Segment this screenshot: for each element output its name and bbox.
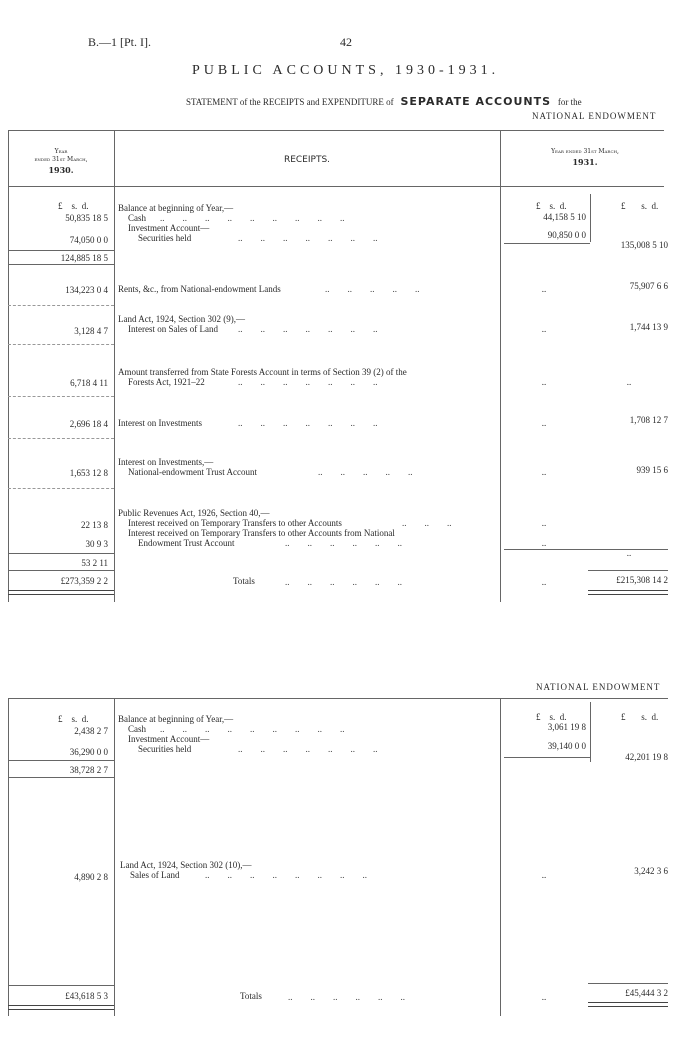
leader-dots: .. .. .. .. .. .. .. bbox=[238, 324, 378, 334]
totals1-1930: £273,359 2 2 bbox=[60, 576, 108, 586]
row-pra-sub2-1930: 30 9 3 bbox=[85, 539, 108, 549]
s2-securities-1930: 36,290 0 0 bbox=[69, 747, 108, 757]
s2-securities-1931: 39,140 0 0 bbox=[547, 741, 586, 751]
leader-dots: .. .. .. .. .. bbox=[325, 284, 420, 294]
header-left-line2: ended 31st March, bbox=[34, 156, 88, 163]
leader-dots: .. .. .. .. .. .. .. bbox=[238, 377, 378, 387]
row-investment-label: Investment Account— bbox=[128, 223, 210, 233]
row-int-trust-label-2: National-endowment Trust Account bbox=[128, 467, 257, 477]
row-forests-1930: 6,718 4 11 bbox=[70, 378, 108, 388]
totals1-double-rule-right bbox=[588, 590, 668, 595]
totals1-1931: £215,308 14 2 bbox=[616, 575, 668, 585]
s2-investment-label: Investment Account— bbox=[128, 734, 210, 744]
row-rents-1931: 75,907 6 6 bbox=[629, 281, 668, 291]
row-balance-label: Balance at beginning of Year,— bbox=[118, 203, 234, 213]
units-right: £ s. d. bbox=[621, 201, 659, 211]
totals2-mid: .. bbox=[541, 992, 547, 1002]
row-pra-1931: .. bbox=[626, 548, 632, 558]
totals2-1931: £45,444 3 2 bbox=[625, 988, 668, 998]
totals1-double-rule-left bbox=[8, 590, 114, 595]
s2-subtotal-rule-left-2 bbox=[8, 777, 114, 778]
s2-sales-1930: 4,890 2 8 bbox=[74, 872, 108, 882]
statement-bold: SEPARATE ACCOUNTS bbox=[400, 95, 552, 108]
s2-landact-label: Land Act, 1924, Section 302 (10),— bbox=[120, 860, 252, 870]
leader-dots: .. .. .. .. .. .. .. bbox=[238, 233, 378, 243]
row-pra-total-1930: 53 2 11 bbox=[81, 558, 108, 568]
s2-sales-mid: .. bbox=[541, 870, 547, 880]
table1-left-border bbox=[8, 130, 9, 602]
s2-sales-label: Sales of Land bbox=[130, 870, 180, 880]
s2-totals-rule-left-top bbox=[8, 985, 114, 986]
row-cash-label: Cash bbox=[128, 213, 146, 223]
row-pra-label: Public Revenues Act, 1926, Section 40,— bbox=[118, 508, 270, 518]
row-pra-sub1-1930: 22 13 8 bbox=[81, 520, 108, 530]
leader-dots: .. .. .. .. .. .. .. .. .. bbox=[160, 213, 345, 223]
row-int-trust-1930: 1,653 12 8 bbox=[69, 468, 108, 478]
row-interest-sales-mid: .. bbox=[541, 324, 547, 334]
table2-top-rule bbox=[8, 698, 668, 699]
totals2-label: Totals bbox=[240, 991, 262, 1001]
header-right-line1: Year ended 31st March, bbox=[551, 148, 619, 155]
row-int-inv-1930: 2,696 18 4 bbox=[69, 419, 108, 429]
row-separator bbox=[8, 344, 114, 345]
subtotal-rule-left bbox=[8, 250, 114, 251]
units-mid: £ s. d. bbox=[536, 201, 567, 211]
page-reference: B.—1 [Pt. I]. bbox=[88, 35, 151, 49]
row-forests-label-2: Forests Act, 1921–22 bbox=[128, 377, 205, 387]
row-pra-sub2-mid: .. bbox=[541, 538, 547, 548]
table2-col-divider-1 bbox=[114, 698, 115, 1016]
s2-subtotal-rule-left bbox=[8, 760, 114, 761]
units2-right: £ s. d. bbox=[621, 712, 659, 722]
header-left-line1: Year bbox=[54, 148, 68, 155]
totals1-mid: .. bbox=[541, 577, 547, 587]
row-forests-1931: .. bbox=[626, 377, 632, 387]
statement-line bbox=[186, 95, 582, 108]
table1-col-divider-1 bbox=[114, 130, 115, 602]
table2-left-border bbox=[8, 698, 9, 1016]
row-separator bbox=[8, 396, 114, 397]
page-title: PUBLIC ACCOUNTS, 1930-1931. bbox=[192, 63, 500, 78]
row-pra-sub1-label: Interest received on Temporary Transfers to other Accounts bbox=[128, 518, 342, 528]
row-securities-label: Securities held bbox=[138, 233, 192, 243]
leader-dots: .. .. .. .. .. bbox=[318, 467, 413, 477]
s2-cash-label: Cash bbox=[128, 724, 146, 734]
row-interest-sales-1931: 1,744 13 9 bbox=[629, 322, 668, 332]
section2-account-name: NATIONAL ENDOWMENT bbox=[536, 682, 661, 692]
subtotal-rule-left-2 bbox=[8, 264, 114, 265]
row-int-trust-label-1: Interest on Investments,— bbox=[118, 457, 214, 467]
row-cash-1931: 44,158 5 10 bbox=[543, 212, 586, 222]
header-receipts: RECEIPTS. bbox=[283, 155, 331, 165]
leader-dots: .. .. .. .. .. .. .. bbox=[238, 418, 378, 428]
statement-suffix: for the bbox=[557, 97, 582, 107]
s2-balance-label: Balance at beginning of Year,— bbox=[118, 714, 234, 724]
leader-dots: .. .. .. .. .. .. bbox=[285, 577, 402, 587]
totals1-label: Totals bbox=[233, 576, 255, 586]
units2-left: £ s. d. bbox=[58, 714, 89, 724]
row-pra-sub2-label-1: Interest received on Temporary Transfers to other Accounts from National bbox=[128, 528, 395, 538]
row-int-trust-mid: .. bbox=[541, 467, 547, 477]
pra-rule-left bbox=[8, 553, 114, 554]
row-balance-total-1931: 135,008 5 10 bbox=[620, 240, 668, 250]
s2-securities-label: Securities held bbox=[138, 744, 192, 754]
statement-prefix: STATEMENT of the RECEIPTS and EXPENDITURE of bbox=[186, 97, 394, 107]
row-separator bbox=[8, 488, 114, 489]
row-int-inv-label: Interest on Investments bbox=[118, 418, 202, 428]
row-forests-label-1: Amount transferred from State Forests Account in terms of Section 39 (2) of the bbox=[118, 367, 407, 377]
row-interest-sales-1930: 3,128 4 7 bbox=[74, 326, 108, 336]
table1-col-divider-2 bbox=[500, 130, 501, 602]
table1-top-rule bbox=[8, 130, 664, 131]
row-separator bbox=[8, 305, 114, 306]
page-number: 42 bbox=[340, 35, 352, 49]
s2-totals-rule-right-top bbox=[588, 983, 668, 984]
s2-cash-1930: 2,438 2 7 bbox=[74, 726, 108, 736]
leader-dots: .. .. .. .. .. .. bbox=[285, 538, 402, 548]
row-pra-sub2-label-2: Endowment Trust Account bbox=[138, 538, 235, 548]
totals2-double-rule-left bbox=[8, 1005, 114, 1010]
row-securities-1930: 74,050 0 0 bbox=[69, 235, 108, 245]
totals-rule-right-top bbox=[588, 570, 668, 571]
units-left: £ s. d. bbox=[58, 201, 89, 211]
row-rents-label: Rents, &c., from National-endowment Lands bbox=[118, 284, 281, 294]
header-right-line2: 1931. bbox=[572, 157, 598, 167]
row-rents-1930: 134,223 0 4 bbox=[65, 285, 108, 295]
table1-header-rule bbox=[8, 186, 664, 187]
s2-cash-1931: 3,061 19 8 bbox=[547, 722, 586, 732]
leader-dots: .. .. .. .. .. .. bbox=[288, 992, 405, 1002]
row-int-inv-mid: .. bbox=[541, 418, 547, 428]
row-rents-mid: .. bbox=[541, 284, 547, 294]
leader-dots: .. .. .. .. .. .. .. bbox=[238, 744, 378, 754]
row-landact-label: Land Act, 1924, Section 302 (9),— bbox=[118, 314, 245, 324]
s2-balance-total-1930: 38,728 2 7 bbox=[69, 765, 108, 775]
pra-rule-left-2 bbox=[8, 570, 114, 571]
s2-balance-total-1931: 42,201 19 8 bbox=[625, 752, 668, 762]
row-separator bbox=[8, 438, 114, 439]
row-cash-1930: 50,835 18 5 bbox=[65, 213, 108, 223]
units2-mid: £ s. d. bbox=[536, 712, 567, 722]
header-left-line3: 1930. bbox=[48, 165, 74, 175]
totals2-1930: £43,618 5 3 bbox=[65, 991, 108, 1001]
row-balance-total-1930: 124,885 18 5 bbox=[60, 253, 108, 263]
row-int-inv-1931: 1,708 12 7 bbox=[629, 415, 668, 425]
leader-dots: .. .. .. .. .. .. .. .. bbox=[205, 870, 367, 880]
row-pra-sub1-mid: .. bbox=[541, 518, 547, 528]
leader-dots: .. .. .. bbox=[402, 518, 452, 528]
totals2-double-rule-right bbox=[588, 1002, 668, 1007]
s2-subtotal-rule-mid bbox=[504, 757, 590, 758]
leader-dots: .. .. .. .. .. .. .. .. .. bbox=[160, 724, 345, 734]
table1-col-divider-3 bbox=[590, 194, 591, 242]
s2-sales-1931: 3,242 3 6 bbox=[634, 866, 668, 876]
row-securities-1931: 90,850 0 0 bbox=[547, 230, 586, 240]
table2-col-divider-2 bbox=[500, 698, 501, 1016]
subtotal-rule-mid bbox=[504, 243, 590, 244]
row-forests-mid: .. bbox=[541, 377, 547, 387]
row-int-trust-1931: 939 15 6 bbox=[636, 465, 668, 475]
account-name: NATIONAL ENDOWMENT bbox=[532, 111, 657, 121]
row-interest-sales-label: Interest on Sales of Land bbox=[128, 324, 218, 334]
